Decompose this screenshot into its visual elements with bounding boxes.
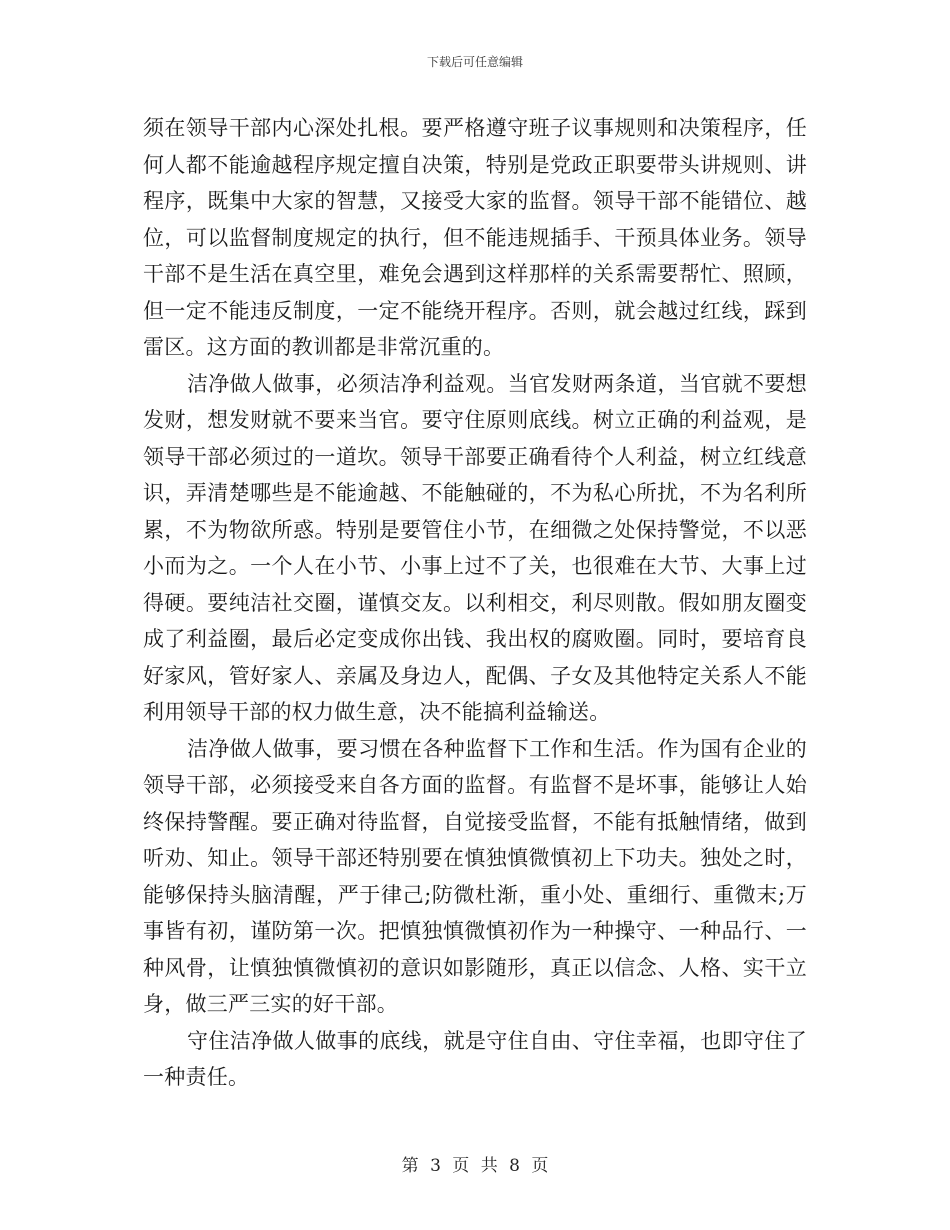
page-header: 下载后可任意编辑 [426,55,523,69]
footer-label-gong: 共 [480,1156,498,1176]
paragraph-2: 洁净做人做事，必须洁净利益观。当官发财两条道，当官就不要想发财，想发财就不要来当官。要守住原则底线。树立正确的利益观，是领导干部必须过的一道坎。领导干部要正确看待个人利益，树立红线意识，弄清楚哪些是不能逾越、不能触碰的，不为私心所扰，不为名利所累，不为物欲所惑。特别是要管住小节，在细微之处保持警觉，不以恶小而为之。一个人在小节、小事上过不了关，也很难在大节、大事上过得硬。要纯洁社交圈，谨慎交友。以利相交，利尽则散。假如朋友圈变成了利益圈，最后必定变成你出钱、我出权的腐败圈。同时，要培育良好家风，管好家人、亲属及身边人，配偶、子女及其他特定关系人不能利用领导干部的权力做生意，决不能搞利益输送。 [143,371,807,724]
footer-total-pages: 8 [509,1156,520,1176]
footer-label-di: 第 [401,1156,419,1176]
page-footer [0,1155,950,1177]
paragraph-3: 洁净做人做事，要习惯在各种监督下工作和生活。作为国有企业的领导干部，必须接受来自各方面的监督。有监督不是坏事，能够让人始终保持警醒。要正确对待监督，自觉接受监督，不能有抵触情绪，做到听劝、知止。领导干部还特别要在慎独慎微慎初上下功夫。独处之时，能够保持头脑清醒，严于律己;防微杜渐，重小处、重细行、重微末;万事皆有初，谨防第一次。把慎独慎微慎初作为一种操守、一种品行、一种风骨，让慎独慎微慎初的意识如影随形，真正以信念、人格、实干立身，做三严三实的好干部。 [143,736,807,1016]
document-body [143,110,807,1096]
footer-page-number: 3 [430,1156,441,1176]
footer-label-ye-2: 页 [531,1156,549,1176]
paragraph-1: 须在领导干部内心深处扎根。要严格遵守班子议事规则和决策程序，任何人都不能逾越程序规定擅自决策，特别是党政正职要带头讲规则、讲程序，既集中大家的智慧，又接受大家的监督。领导干部不能错位、越位，可以监督制度规定的执行，但不能违规插手、干预具体业务。领导干部不是生活在真空里，难免会遇到这样那样的关系需要帮忙、照顾，但一定不能违反制度，一定不能绕开程序。否则，就会越过红线，踩到雷区。这方面的教训都是非常沉重的。 [143,116,807,359]
footer-label-ye: 页 [452,1156,470,1176]
paragraph-4: 守住洁净做人做事的底线，就是守住自由、守住幸福，也即守住了一种责任。 [143,1028,807,1089]
